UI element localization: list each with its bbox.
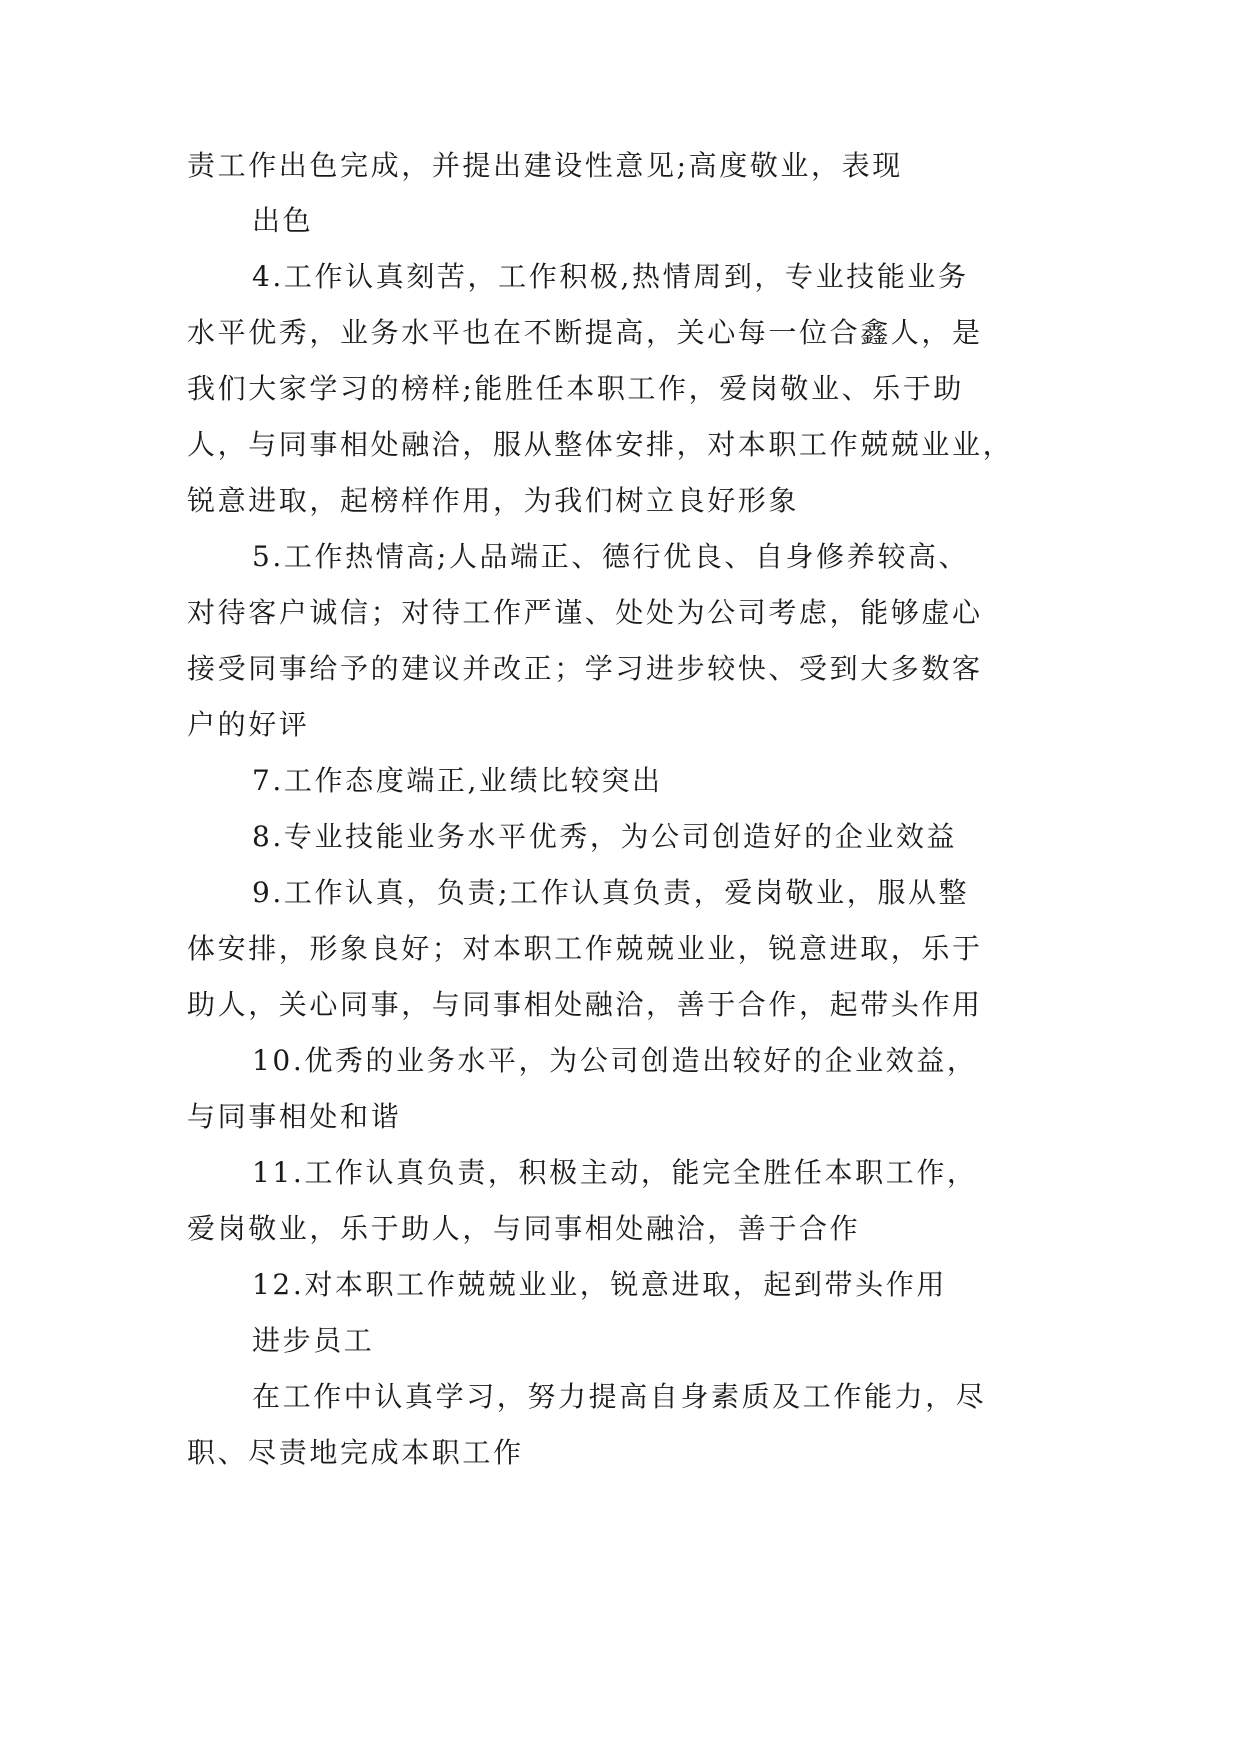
text-line: 锐意进取，起榜样作用，为我们树立良好形象 bbox=[187, 484, 800, 517]
text-line: 与同事相处和谐 bbox=[187, 1100, 402, 1133]
text-line: 职、尽责地完成本职工作 bbox=[187, 1436, 524, 1469]
text-line: 体安排，形象良好；对本职工作兢兢业业，锐意进取，乐于 bbox=[187, 932, 983, 965]
text-line: 10.优秀的业务水平，为公司创造出较好的企业效益， bbox=[252, 1044, 978, 1077]
text-line: 7.工作态度端正,业绩比较突出 bbox=[252, 764, 663, 797]
text-line: 9.工作认真，负责;工作认真负责，爱岗敬业，服从整 bbox=[252, 876, 970, 909]
text-line: 在工作中认真学习，努力提高自身素质及工作能力，尽 bbox=[252, 1380, 987, 1413]
text-line: 助人，关心同事，与同事相处融洽，善于合作，起带头作用 bbox=[187, 988, 983, 1021]
text-line: 人，与同事相处融洽，服从整体安排，对本职工作兢兢业业， bbox=[187, 428, 1014, 461]
text-line: 4.工作认真刻苦，工作积极,热情周到，专业技能业务 bbox=[252, 260, 969, 293]
text-line: 我们大家学习的榜样;能胜任本职工作，爱岗敬业、乐于助 bbox=[187, 372, 965, 405]
text-line: 接受同事给予的建议并改正；学习进步较快、受到大多数客 bbox=[187, 652, 983, 685]
text-line: 出色 bbox=[252, 204, 314, 237]
text-line: 水平优秀，业务水平也在不断提高，关心每一位合鑫人，是 bbox=[187, 316, 983, 349]
text-line: 11.工作认真负责，积极主动，能完全胜任本职工作， bbox=[252, 1156, 978, 1189]
text-line: 8.专业技能业务水平优秀，为公司创造好的企业效益 bbox=[252, 820, 958, 853]
text-line: 进步员工 bbox=[252, 1324, 375, 1357]
text-line: 爱岗敬业，乐于助人，与同事相处融洽，善于合作 bbox=[187, 1212, 861, 1245]
text-line: 对待客户诚信；对待工作严谨、处处为公司考虑，能够虚心 bbox=[187, 596, 983, 629]
text-line: 户的好评 bbox=[187, 708, 310, 741]
text-line: 责工作出色完成，并提出建设性意见;高度敬业，表现 bbox=[187, 149, 903, 182]
text-line: 12.对本职工作兢兢业业，锐意进取，起到带头作用 bbox=[252, 1268, 947, 1301]
text-line: 5.工作热情高;人品端正、德行优良、自身修养较高、 bbox=[252, 540, 970, 573]
